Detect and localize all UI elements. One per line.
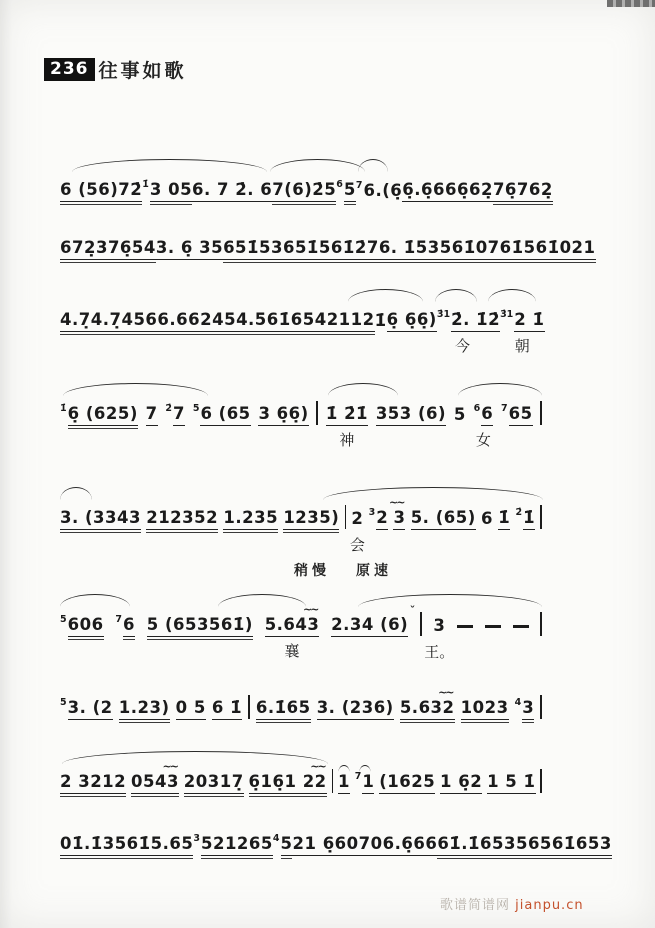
note-figures: 21265 (213, 836, 273, 857)
barline (540, 695, 542, 719)
note-figures: 61̇561̇021 (500, 240, 596, 261)
note-group (325, 403, 369, 449)
note-figures: 5 (344, 182, 356, 203)
note-figures: 3. (236) (317, 700, 394, 721)
note-figures: 66.66245 (145, 312, 236, 333)
note-figures: 76̣762̣ (493, 182, 553, 203)
grace-note: 7 (354, 770, 362, 782)
breath-mark-icon: ˇ (409, 603, 416, 617)
note-group (349, 508, 365, 554)
note-figures: 1.235 (223, 510, 278, 531)
grace-note: 6 (473, 402, 481, 414)
music-line (60, 602, 542, 661)
lyric: 会 (349, 535, 365, 554)
barline (316, 401, 318, 425)
note-group (379, 771, 436, 795)
mordent-icon: ~~ (389, 495, 404, 509)
music-line (60, 495, 542, 554)
note-group (212, 833, 273, 857)
note-group (334, 833, 383, 857)
note-group (492, 179, 553, 203)
note-figures: 3. (2 (68, 700, 113, 721)
note-figures: 0 5 (176, 700, 206, 721)
music-line (60, 306, 545, 355)
note-group (375, 403, 447, 427)
note-figures: 2 3212 (60, 774, 126, 795)
note-group (424, 615, 455, 661)
note-figures: 1 (362, 774, 374, 795)
note-figures: 6̣ (625) (68, 406, 138, 427)
music-line (60, 234, 596, 260)
note-group (60, 833, 151, 857)
note-group (410, 507, 476, 531)
note-figures: 3. (3343 (60, 510, 141, 531)
note-group (415, 237, 500, 261)
note-group (60, 696, 113, 721)
note-figures: 5.65 (151, 836, 194, 857)
slur (358, 159, 388, 172)
lyric: 神 (339, 430, 355, 449)
lyric: 女 (475, 430, 491, 449)
note-figures: 6̣62̣ (457, 182, 493, 203)
note-figures: 2112 (327, 312, 375, 333)
grace-note: 3 (193, 832, 200, 844)
slur (458, 383, 542, 396)
note-group (331, 603, 416, 638)
grace-note: 5 (60, 613, 67, 625)
note-figures: 1̇ (374, 310, 387, 330)
note-figures: 5 (201, 836, 213, 857)
note-figures: 1̇ (498, 510, 510, 531)
note-figures: 1 6̣2 (440, 774, 482, 795)
grace-note: 7 (355, 179, 363, 191)
note-group (142, 178, 193, 203)
slur (435, 289, 477, 302)
note-figures: 6 (56)72̇ (60, 182, 142, 203)
note-figures: 3 (393, 510, 405, 531)
note-figures: 672̣3 (60, 240, 108, 261)
grace-note: 1̇ (60, 402, 67, 414)
note-figures: 1023 (461, 700, 509, 721)
note-figures: 20317̣ (184, 774, 244, 795)
note-group (236, 309, 327, 333)
grace-note: 1̇ (142, 178, 149, 190)
note-group (146, 507, 219, 531)
note-group (223, 237, 283, 261)
note-figures: (1625 (379, 774, 435, 795)
note-figures: 3 (522, 700, 534, 721)
note-figures: 2 (351, 508, 364, 528)
note-figures: 6̣ 6̣6̣) (387, 312, 437, 333)
note-figures: 5 (653561̇) (147, 617, 253, 638)
note-group (150, 833, 194, 857)
note-group (60, 613, 104, 638)
tempo-mark-slower: 稍慢 (294, 563, 330, 579)
watermark-link[interactable]: jianpu.cn (515, 898, 584, 913)
note-group (145, 403, 158, 427)
note-figures: 6. 7 2̇. 6 (192, 182, 272, 203)
mordent-icon: ~~ (302, 602, 318, 616)
note-group (175, 697, 206, 721)
note-group (292, 833, 335, 857)
note-group (389, 495, 406, 531)
note-figures: 1 (338, 774, 350, 795)
dash-note (485, 625, 501, 628)
note-figures: 6070 (335, 836, 383, 857)
note-group (107, 237, 156, 261)
barline (540, 612, 542, 636)
note-group (501, 402, 533, 427)
note-figures: 1̇ (523, 510, 535, 531)
note-figures: 6.(6̣ (363, 180, 403, 200)
note-group (382, 833, 438, 857)
note-figures: 6̣16̣1 22 (249, 774, 327, 795)
note-group (498, 507, 511, 531)
barline (248, 695, 250, 719)
slur (328, 383, 398, 396)
page-header (44, 56, 187, 83)
note-group (146, 614, 253, 638)
note-group (514, 696, 535, 721)
note-group (192, 179, 273, 203)
note-figures: 53561̇07 (416, 240, 500, 261)
dash-note (513, 625, 529, 628)
tempo-mark-a-tempo: 原速 (356, 563, 392, 579)
music-line (60, 685, 542, 720)
note-figures: 3 05 (150, 182, 192, 203)
note-figures: 1̇2̇76. 1̇ (343, 240, 416, 261)
note-group (283, 507, 340, 531)
slur (60, 594, 130, 607)
note-figures: 2 (376, 510, 388, 531)
note-figures: 606 (68, 617, 104, 638)
note-figures: 212352 (146, 510, 218, 531)
note-figures: 3 (433, 615, 446, 635)
note-group (499, 237, 596, 261)
grace-note: 7 (115, 613, 122, 625)
grace-note: 4 (514, 696, 522, 708)
note-group (399, 685, 455, 721)
note-group (183, 771, 244, 795)
note-group (342, 237, 416, 261)
note-group (355, 179, 403, 203)
grace-note: 3̇1 (436, 308, 451, 320)
note-group (527, 833, 612, 857)
note-figures: 5. (65) (411, 510, 476, 531)
note-figures: 6 1̇ (212, 700, 242, 721)
note-group (386, 309, 437, 333)
mordent-icon: ~~ (310, 759, 325, 773)
arc-ornament-icon (338, 765, 349, 772)
note-figures: 7 (146, 406, 158, 427)
note-group (60, 402, 138, 427)
note-group (115, 613, 135, 638)
slur (323, 487, 543, 500)
note-figures: 6 (123, 617, 135, 638)
music-line (60, 400, 542, 449)
note-group (264, 602, 320, 660)
lyric: 今 (454, 336, 470, 355)
mordent-icon: ~~ (162, 759, 177, 773)
note-figures: 7 (173, 406, 185, 427)
lyric: 襄 (284, 641, 300, 660)
grace-note: 2̇ (515, 506, 523, 518)
note-group (440, 771, 483, 795)
note-group (165, 402, 186, 427)
grace-note: 2̇ (165, 402, 173, 414)
note-figures: 1235) (283, 510, 339, 531)
note-group (453, 404, 466, 427)
arc-ornament-icon (359, 765, 370, 772)
note-group (488, 309, 501, 333)
note-group (60, 179, 143, 203)
note-group (456, 179, 493, 203)
note-group (282, 237, 343, 261)
lyric: 朝 (514, 336, 530, 355)
note-group (145, 309, 237, 333)
note-figures: 2̇ (488, 312, 500, 333)
note-figures: 0543 (131, 774, 179, 795)
note-figures: 6 (481, 406, 493, 427)
grace-note: 5 (192, 402, 200, 414)
note-group (515, 506, 536, 531)
note-group (248, 759, 327, 795)
note-group (326, 309, 375, 333)
grace-note: 6 (336, 178, 343, 190)
note-figures: 65 (509, 406, 533, 427)
barline (345, 505, 347, 529)
slur (270, 159, 365, 172)
note-group (272, 832, 293, 857)
slur (358, 594, 542, 607)
note-group (487, 771, 536, 795)
note-figures: 6 (481, 508, 493, 528)
note-group (481, 508, 493, 531)
note-figures: 5.632 (400, 700, 455, 721)
note-figures: 2 1̇ (514, 312, 544, 333)
grace-note: 3 (368, 506, 376, 518)
note-group (316, 697, 394, 721)
note-group (337, 771, 350, 795)
slur (60, 487, 92, 500)
note-figures: 5 (281, 836, 293, 857)
note-figures: 651̇53 (223, 240, 283, 261)
note-figures: 5 (453, 404, 466, 424)
grace-note: 7 (501, 402, 508, 414)
note-figures: 21 6̣ (292, 836, 334, 857)
note-figures: 2̇. 1̇ (451, 312, 488, 333)
barline (540, 505, 542, 529)
slur (218, 594, 306, 607)
note-figures: 5.643 (265, 617, 320, 638)
note-figures: 7(6)2̇5 (272, 182, 336, 203)
note-group (211, 697, 243, 721)
note-group (192, 402, 251, 427)
note-group (368, 506, 389, 531)
note-group (402, 179, 457, 203)
note-group (272, 179, 337, 203)
note-group (193, 832, 213, 857)
book-title: 往事如歌 (98, 60, 187, 82)
lyric: 王。 (424, 642, 455, 661)
barline (540, 769, 542, 793)
note-figures: 6̣.6̣66 (402, 182, 457, 203)
note-group (374, 310, 387, 333)
slur (62, 751, 328, 764)
note-group (60, 237, 108, 261)
barline (332, 769, 334, 793)
watermark-site-name: 歌谱简谱网 (440, 898, 516, 913)
note-group (336, 178, 356, 203)
grace-note: 3̇1 (500, 308, 514, 320)
note-figures: 6.1̇65 (256, 700, 311, 721)
note-figures: 4.7̣4.7̣45 (60, 312, 145, 333)
note-figures: 6 (65 (200, 406, 250, 427)
music-line (60, 830, 612, 856)
note-figures: 3 6̣6̣) (258, 406, 308, 427)
note-group (118, 697, 170, 721)
note-group (223, 507, 279, 531)
note-group (354, 770, 375, 795)
note-figures: 651̇56 (283, 240, 343, 261)
slur (63, 383, 208, 396)
watermark (440, 894, 584, 913)
note-group (131, 759, 179, 795)
note-figures: 2.34 (6) (331, 617, 408, 638)
note-group (460, 697, 509, 721)
music-line (60, 176, 553, 202)
note-group (437, 833, 528, 857)
note-figures: 61̇.1̇6535 (437, 836, 528, 857)
note-figures: 01̇.1̇3561̇ (60, 836, 151, 857)
note-group (60, 771, 127, 795)
note-figures: 3. 6̣ 35 (156, 240, 223, 261)
note-group (473, 402, 494, 449)
grace-note: 5 (60, 696, 67, 708)
note-group (500, 308, 545, 355)
scan-artifact (607, 0, 655, 7)
barline (420, 612, 422, 636)
grace-note: 4 (272, 832, 280, 844)
note-figures: 1̇ 2̇1̇ (326, 406, 368, 427)
music-line (60, 759, 542, 794)
slur (72, 159, 267, 172)
slur (488, 289, 536, 302)
note-figures: 4.561̇654 (236, 312, 327, 333)
note-group (436, 308, 489, 355)
note-group (255, 697, 311, 721)
note-group (155, 237, 224, 261)
page-number-badge: 236 (44, 58, 95, 81)
note-group (258, 403, 309, 427)
slur (348, 289, 423, 302)
note-figures: 1 5 1̇ (487, 774, 535, 795)
note-figures: 6561̇653 (528, 836, 612, 857)
note-figures: 353 (6) (376, 406, 446, 427)
note-group (60, 507, 141, 531)
note-figures: 76̣54 (108, 240, 156, 261)
mordent-icon: ~~ (438, 685, 453, 699)
barline (540, 401, 542, 425)
note-figures: 1.23) (119, 700, 170, 721)
note-figures: 6.6̣66 (383, 836, 438, 857)
dash-note (457, 625, 473, 628)
note-group (60, 309, 146, 333)
